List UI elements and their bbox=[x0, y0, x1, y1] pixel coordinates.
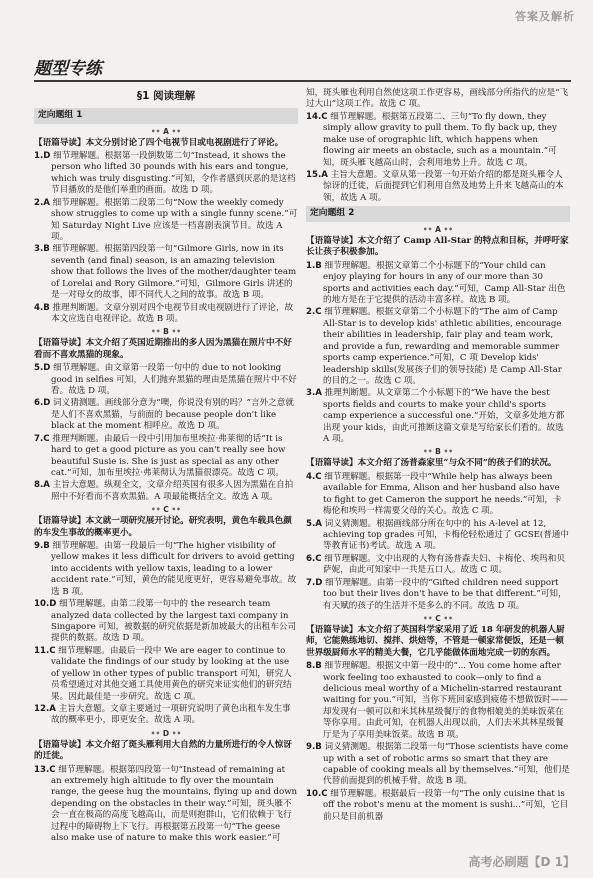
answer-explanation: 细节理解题。根据最后一段第一句“The only cuisine that is off the robot's menu at the moment is sushi...”可知，它目前只是目前机器 bbox=[323, 788, 569, 822]
answer-item bbox=[306, 578, 570, 612]
answer-explanation: 主旨大意题。文章从第一段第一句开始介绍的都是斑头雁令人惊讶的迁徙，后面提到它们利用自然及地势上升来飞越高山的本领，故选 A 项。 bbox=[323, 169, 564, 203]
answer-item bbox=[306, 261, 570, 307]
title-rule bbox=[34, 80, 571, 82]
answer-item bbox=[34, 398, 298, 432]
answer-explanation: 细节理解题。根据文章第二个小标题下的“The aim of Camp All-Star is to develop kids' athletic abilities, encourage their abilities in leadership, fair play and team work, and provide a fun, rewarding and memorable summer sports camp experience.”可知，C 项 Develop kids' leadership skills(发展孩子们的领导技能) 是 Camp All-Star 的目的之一。故选 C 项。 bbox=[323, 307, 562, 386]
answer-number: 11.C bbox=[34, 645, 56, 656]
answer-explanation: 词义猜测题。根据第二段第一句“Those scientists have come up with a set of robotic arms so smart that they are capable of cooking meals all by themselves.”可知，他们是代替前面提到的机械手臂。故选 B 项。 bbox=[323, 742, 570, 787]
answer-explanation: 推理判断题。从文章第二个小标题下的“We have the best sports fields and courts to make your child's sports camp experience a successful one.”开始，文章多处地方都出现 your kids，由此可推断这篇文章是写给家长们看的。故选 A 项。 bbox=[323, 388, 565, 445]
answer-item bbox=[306, 307, 570, 387]
answer-number: 15.A bbox=[306, 169, 328, 180]
answer-number: 12.A bbox=[34, 703, 56, 714]
answer-item bbox=[306, 519, 570, 553]
answer-explanation: 细节理解题。文中出现的人物有汤普森夫妇、卡梅伦、埃玛和贝萨妮，由此可知家中一共是五口人。故选 C 项。 bbox=[323, 553, 565, 576]
answer-number: 10.D bbox=[34, 599, 57, 610]
passage-guide: 【语篇导读】本文介绍了英国科学家采用了近 18 年研发的机器人厨师，它能熟练地切、搅拌、烘焙等，不管是一顿家常便饭，还是一顿世界级厨师水平的精美大餐，它几乎能做体面地完成一切的东西。 bbox=[306, 624, 565, 658]
answer-explanation: 细节理解题。根据第二段第二句“Now the weekly comedy show struggles to come up with a single funny scene.”可知 Saturday Night Live 应该是一档喜剧表演节目。故选 A 项。 bbox=[51, 197, 298, 242]
passage-marker: •• B •• bbox=[34, 327, 298, 337]
answer-explanation: 细节理解题。由第一段最后一句“The higher visibility of yellow makes it less difficult for drivers to avoid getting into accidents with yellow taxis, leading to a lower accident rate.”可知，黄色的能见度更好，更容易避免事故。故选 B 项。 bbox=[51, 541, 297, 597]
answer-number: 4.C bbox=[306, 471, 322, 482]
answer-number: 13.C bbox=[34, 764, 56, 775]
answer-explanation: 细节理解题。由文章第一段第一句中的 due to not looking good in selfies 可知，人们抛弃黑猫的理由是黑猫在照片中不好看。故选 D 项。 bbox=[51, 363, 297, 397]
answer-item bbox=[34, 198, 298, 244]
answer-item bbox=[306, 554, 570, 577]
left-column bbox=[34, 88, 298, 846]
group-heading: 定向题组 1 bbox=[34, 108, 298, 124]
answer-number: 9.B bbox=[306, 742, 322, 753]
group-heading: 定向题组 2 bbox=[306, 206, 570, 222]
answer-explanation: 细节理解题。根据第四段第一句“Gilmore Girls, now in its seventh (and final) season, is an amazing television show that follows the lives of the mother/daughter team of Lorelai and Rory Gilmore.”可知，Gilmore Girls 讲述的是一对母女的故事，即不同代人之间的故事。故选 B 项。 bbox=[51, 244, 297, 301]
answer-explanation: 词义猜测题。根据画线部分所在句中的 his A-level at 12, achieving top grades 可知，卡梅伦轻松通过了 GCSE(普通中等教育证书)考试。故选 A 项。 bbox=[323, 518, 569, 552]
passage-guide: 【语篇导读】本文分别讨论了四个电视节目或电视剧进行了评论。 bbox=[34, 137, 284, 148]
answer-number: 6.C bbox=[306, 553, 322, 564]
part-heading: §1 阅读理解 bbox=[136, 90, 196, 102]
answer-item bbox=[306, 661, 570, 741]
answer-item bbox=[34, 303, 298, 326]
answer-number: 2.A bbox=[34, 197, 50, 208]
answer-explanation: 推理判断题。由最后一段中引用加布里埃拉·弗莱彻的话“It is hard to get a good picture as you can't really see how beautiful Susie is. She is just as special as any other cat.”可知，加布里埃拉·弗莱彻认为黑猫很漂亮。故选 C 项。 bbox=[51, 433, 286, 478]
right-column bbox=[306, 88, 570, 824]
passage-guide: 【语篇导读】本文介绍了 Camp All-Star 的特点和目标，并呼吁家长让孩子积极参加。 bbox=[306, 235, 569, 258]
answer-number: 6.D bbox=[34, 398, 51, 409]
answer-explanation: 主旨大意题。纵观全文，文章介绍英国有很多人因为黑猫在自拍照中不好看而不喜欢黑猫。A 项最能概括全文。故选 A 项。 bbox=[51, 480, 294, 502]
answer-item bbox=[34, 363, 298, 397]
passage-guide: 【语篇导读】本文介绍了英国近期推出的多人因为黑猫在照片中不好看而不喜欢黑猫的现象。 bbox=[34, 338, 292, 360]
answer-explanation: 细节理解题。根据文中第一段中的“... You come home after work feeling too exhausted to cook—only to find a delicious meal worthy of a Michelin-starred restaurant waiting for you.”可知，当你下班回家感到疲倦不想做饭时——却发现有一顿可以和米其林星级餐厅的食物相媲美的美味饭菜在等你享用。由此可知，在机器人出现以前，人们去米其林星级餐厅是为了享用美味饭菜。故选 B 项。 bbox=[323, 661, 568, 740]
answer-explanation: 细节理解题。由第二段第一句中的 the research team analyzed data collected by the largest taxi company in Singapore 可知，被数据的研究依据是新加坡最大的出租车公司提供的数据。故选 D 项。 bbox=[51, 599, 297, 644]
answer-number: 9.B bbox=[34, 541, 50, 552]
passage-marker: •• A •• bbox=[306, 225, 570, 235]
answer-explanation: 推理判断题。文章分别对四个电视节目或电视剧进行了评论，故本文应选自电视评论。故选 B 项。 bbox=[51, 302, 294, 324]
answer-explanation: 词义猜测题。画线部分意为“噢，你说没有别的吗？”言外之意就是人们不喜欢黑猫，与前面的 because people don't like black at the moment 相呼应。故选 D 项。 bbox=[51, 398, 294, 432]
answer-item bbox=[34, 646, 298, 703]
answer-item bbox=[34, 599, 298, 645]
answer-number: 4.B bbox=[34, 302, 50, 313]
answer-number: 2.C bbox=[306, 307, 322, 318]
passage-marker: •• C •• bbox=[34, 505, 298, 515]
answer-item bbox=[306, 112, 570, 169]
answer-explanation: 细节理解题。根据第四段第一句“Instead of remaining at an extremely high altitude to fly over the mountain range, the geese hug the mountains, flying up and down depending on the obstacles in their way.”可知，斑头雁不会一直在极高的高度飞越高山，而是则抱群山，它们依赖于飞行过程中的障碍物上下飞行。再根据第五段第一句“The geese also make use of nature to make this work easier.”可 bbox=[51, 764, 298, 844]
passage-guide: 【语篇导读】本文介绍了汤普森家里“与众不同”的孩子们的状况。 bbox=[306, 458, 557, 469]
answer-analysis-tag: 答案及解析 bbox=[515, 10, 575, 23]
answer-explanation: 主旨大意题。文章主要通过一项研究说明了黄色出租车发生事故的概率更小，即更安全。故选 A 项。 bbox=[51, 703, 291, 726]
answer-item bbox=[306, 170, 570, 204]
answer-explanation: 细节理解题。根据第五段第二、三句“To fly down, they simply allow gravity to pull them. To fly back up, they make use of orographic lift, which happens when flowing air meets an obstacle, such as a mountain.”可知，斑头雁飞越高山时，会利用地势上升。故选 C 项。 bbox=[323, 111, 557, 168]
answer-number: 3.A bbox=[306, 388, 322, 399]
answer-item bbox=[34, 244, 298, 301]
answer-number: 10.C bbox=[306, 788, 328, 799]
answer-explanation: 细节理解题。根据文章第二个小标题下的“Your child can enjoy playing for hours in any of our more than 30 sports and activities each day.”可知，Camp All-Star 出色的地方是在于它提供的活动丰富多样。故选 B 项。 bbox=[323, 260, 566, 305]
passage-guide: 【语篇导读】本文就一项研究展开讨论。研究表明，黄色车载具色颜的车发生事故的概率更小。 bbox=[34, 516, 292, 538]
answer-number: 14.C bbox=[306, 111, 328, 122]
answer-number: 7.D bbox=[306, 577, 323, 588]
passage-guide: 【语篇导读】本文介绍了斑头雁利用大自然的力量所进行的令人惊讶的迁徙。 bbox=[34, 739, 292, 762]
answer-item bbox=[306, 789, 570, 823]
answer-item bbox=[34, 541, 298, 598]
answer-number: 1.B bbox=[306, 260, 322, 271]
passage-marker: •• A •• bbox=[34, 127, 298, 137]
answer-number: 3.B bbox=[34, 244, 50, 255]
passage-marker: •• C •• bbox=[306, 614, 570, 624]
answer-item bbox=[34, 765, 298, 845]
answer-item bbox=[34, 480, 298, 503]
answer-item bbox=[306, 742, 570, 788]
answer-number: 8.B bbox=[306, 661, 322, 672]
continued-text: 知，斑头雁也利用自然使这项工作更容易，画线部分所指代的应是“飞过大山”这项工作。故选 C 项。 bbox=[306, 88, 569, 110]
answer-item bbox=[34, 151, 298, 197]
answer-item bbox=[306, 388, 570, 445]
answer-explanation: 细节理解题。由最后一段中 We are eager to continue to validate the findings of our study by looking at the use of yellow in other types of public transport 可知，研究人员希望通过对其他交通工具使用黄色的研究来证实他们的研究结果。因此最佳是一步研究。故选 C 项。 bbox=[51, 645, 292, 702]
answer-number: 5.D bbox=[34, 363, 51, 374]
answer-item bbox=[34, 704, 298, 727]
passage-marker: •• D •• bbox=[34, 729, 298, 739]
answer-explanation: 细节理解题。根据第一段中“While help has always been available for Emma, Alison and her husband also have to fight to get Cameron the support he needs.”可知，卡梅伦和埃玛一样需要父母的关心。故选 C 项。 bbox=[323, 471, 562, 517]
answer-explanation: 细节理解题。由第一段中的“Gifted children need support too but their lives don't have to be that different.”可知，有天赋的孩子的生活并不是多么的不同。故选 D 项。 bbox=[323, 577, 567, 611]
answer-item bbox=[34, 434, 298, 480]
answer-number: 8.A bbox=[34, 480, 50, 491]
answer-number: 1.D bbox=[34, 151, 51, 162]
passage-marker: •• B •• bbox=[306, 447, 570, 457]
page-header bbox=[0, 0, 593, 34]
answer-number: 5.A bbox=[306, 518, 322, 529]
section-title: 题型专练 bbox=[34, 59, 102, 79]
answer-item bbox=[306, 472, 570, 518]
answer-explanation: 细节理解题。根据第一段倒数第二句“Instead, it shows the person who lifted 30 pounds with his ears and tongue, which was truly disgusting.”可知，令作者感到厌恶的是这档节目播放的是他们举重的画面。故选 D 项。 bbox=[51, 151, 296, 196]
page-footer: 高考必刷题【D 1】 bbox=[468, 855, 575, 869]
answer-number: 7.C bbox=[34, 433, 50, 444]
